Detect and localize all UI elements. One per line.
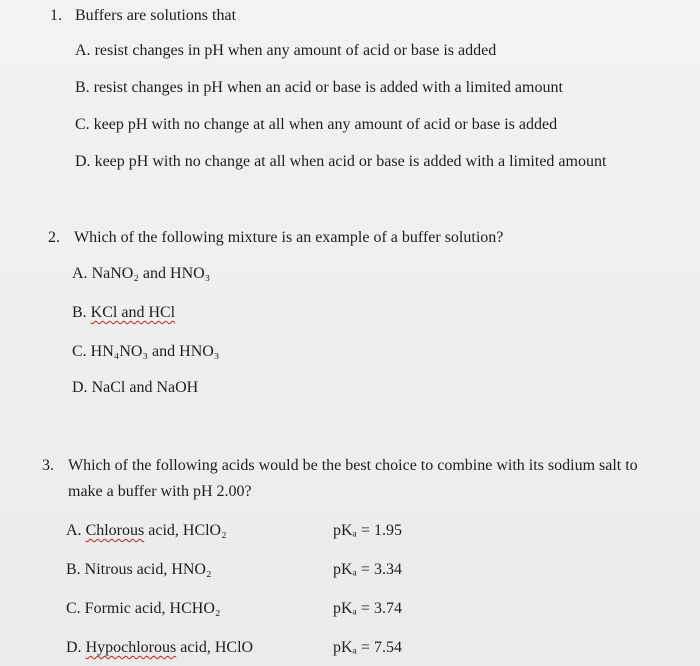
option-letter: A. (75, 42, 91, 59)
q2-option-a (72, 264, 210, 284)
option-letter: C. (72, 343, 87, 360)
q1-option-c (75, 115, 557, 135)
acid-name: Formic (84, 600, 131, 617)
option-text: resist changes in pH when any amount of acid or base is added (94, 42, 497, 59)
question-1-prompt: Buffers are solutions that (75, 7, 237, 24)
acid-formula: acid, HCHO₂ (130, 600, 221, 617)
option-text: NaNO₂ and HNO₃ (91, 265, 211, 282)
q2-option-c (72, 342, 219, 362)
question-3-number: 3. (42, 457, 54, 474)
q1-option-a (75, 41, 496, 61)
option-text: keep pH with no change at all when any amount of acid or base is added (93, 116, 558, 133)
q1-option-b (75, 78, 563, 98)
option-text: HN₄NO₃ and HNO₃ (90, 343, 220, 360)
acid-formula: acid, HClO (176, 639, 254, 656)
option-letter: B. (72, 304, 87, 321)
option-letter: A. (72, 265, 88, 282)
option-letter: B. (75, 79, 90, 96)
question-1-number: 1. (50, 7, 62, 24)
acid-formula: acid, HNO₂ (132, 561, 212, 578)
option-letter: D. (66, 639, 82, 656)
option-text: KCl and HCl (90, 304, 176, 321)
q1-option-d (75, 152, 606, 172)
acid-name: Hypochlorous (85, 639, 177, 656)
q3-option-a-pka: pKₐ = 1.95 (333, 522, 402, 539)
q2-option-b (72, 303, 175, 323)
q3-option-b (66, 560, 212, 580)
question-3-prompt-line1: Which of the following acids would be the best choice to combine with its sodium salt to (68, 457, 638, 474)
option-letter: D. (75, 153, 91, 170)
q3-option-c-pka: pKₐ = 3.74 (333, 600, 402, 617)
question-3-prompt-line2: make a buffer with pH 2.00? (68, 483, 252, 500)
q2-option-d (72, 378, 198, 398)
q3-option-d-pka: pKₐ = 7.54 (333, 639, 402, 656)
option-letter: C. (75, 116, 90, 133)
acid-formula: acid, HClO₂ (144, 522, 227, 539)
q3-option-d (66, 638, 253, 658)
question-2-number: 2. (48, 229, 60, 246)
option-text: keep pH with no change at all when acid or base is added with a limited amount (94, 153, 607, 170)
q3-option-c (66, 599, 220, 619)
option-letter: C. (66, 600, 81, 617)
option-text: NaCl and NaOH (91, 379, 199, 396)
q3-option-a (66, 521, 227, 541)
option-letter: D. (72, 379, 88, 396)
option-text: resist changes in pH when an acid or base is added with a limited amount (93, 79, 563, 96)
acid-name: Nitrous (84, 561, 133, 578)
q3-option-b-pka: pKₐ = 3.34 (333, 561, 402, 578)
question-2-prompt: Which of the following mixture is an example of a buffer solution? (74, 229, 504, 246)
option-letter: A. (66, 522, 82, 539)
option-letter: B. (66, 561, 81, 578)
acid-name: Chlorous (85, 522, 145, 539)
